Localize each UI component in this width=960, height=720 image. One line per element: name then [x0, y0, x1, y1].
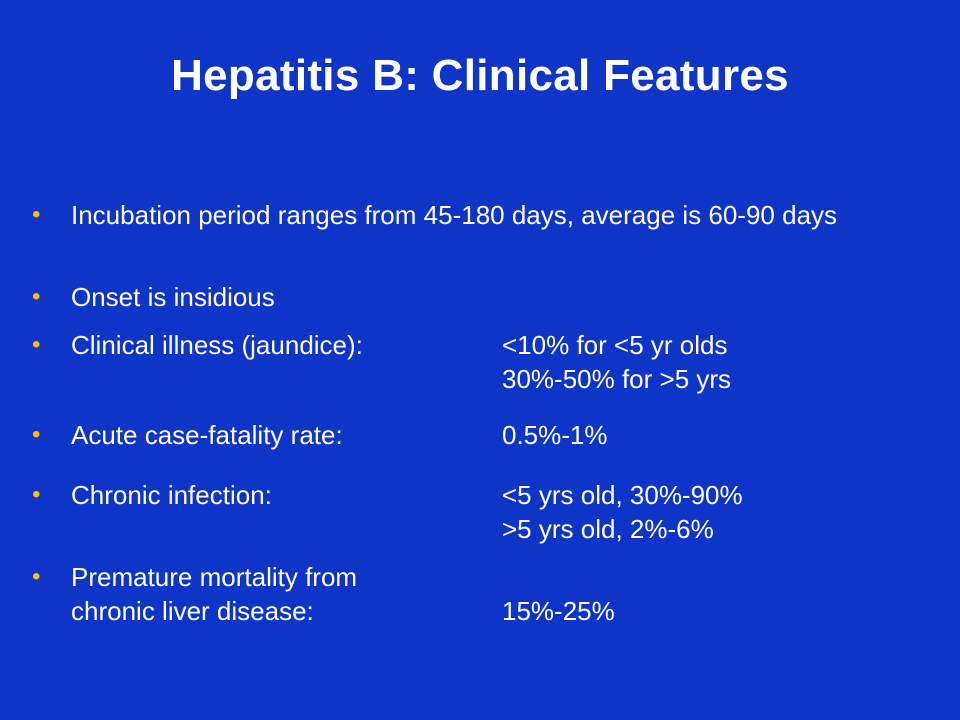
bullet-icon: •	[32, 201, 41, 228]
item-label: chronic liver disease:	[71, 596, 314, 626]
item-label: Clinical illness (jaundice):	[71, 330, 363, 360]
bullet-text: Onset is insidious	[71, 282, 275, 312]
bullet-icon: •	[32, 331, 41, 358]
bullet-item-fatality-rate	[32, 418, 922, 452]
bullet-item-premature-mortality	[32, 560, 922, 628]
item-value: 30%-50% for >5 yrs	[502, 364, 732, 394]
bullet-icon: •	[32, 481, 41, 508]
item-value: 15%-25%	[502, 596, 615, 626]
item-value: >5 yrs old, 2%-6%	[502, 514, 714, 544]
slide-title: Hepatitis B: Clinical Features	[171, 51, 789, 100]
bullet-item-clinical-illness	[32, 328, 922, 396]
item-label: Premature mortality from	[71, 562, 358, 592]
bullet-text: Incubation period ranges from 45-180 days, average is 60-90 days	[71, 200, 838, 230]
item-value: 0.5%-1%	[502, 420, 608, 450]
bullet-icon: •	[32, 563, 41, 590]
bullet-icon: •	[32, 283, 41, 310]
bullet-item-onset	[32, 280, 922, 314]
bullet-icon: •	[32, 421, 41, 448]
item-value: <10% for <5 yr olds	[502, 330, 728, 360]
bullet-item-incubation	[32, 198, 922, 266]
item-label: Chronic infection:	[71, 480, 272, 510]
item-value: <5 yrs old, 30%-90%	[502, 480, 743, 510]
bullet-item-chronic-infection	[32, 478, 922, 546]
item-label: Acute case-fatality rate:	[71, 420, 343, 450]
